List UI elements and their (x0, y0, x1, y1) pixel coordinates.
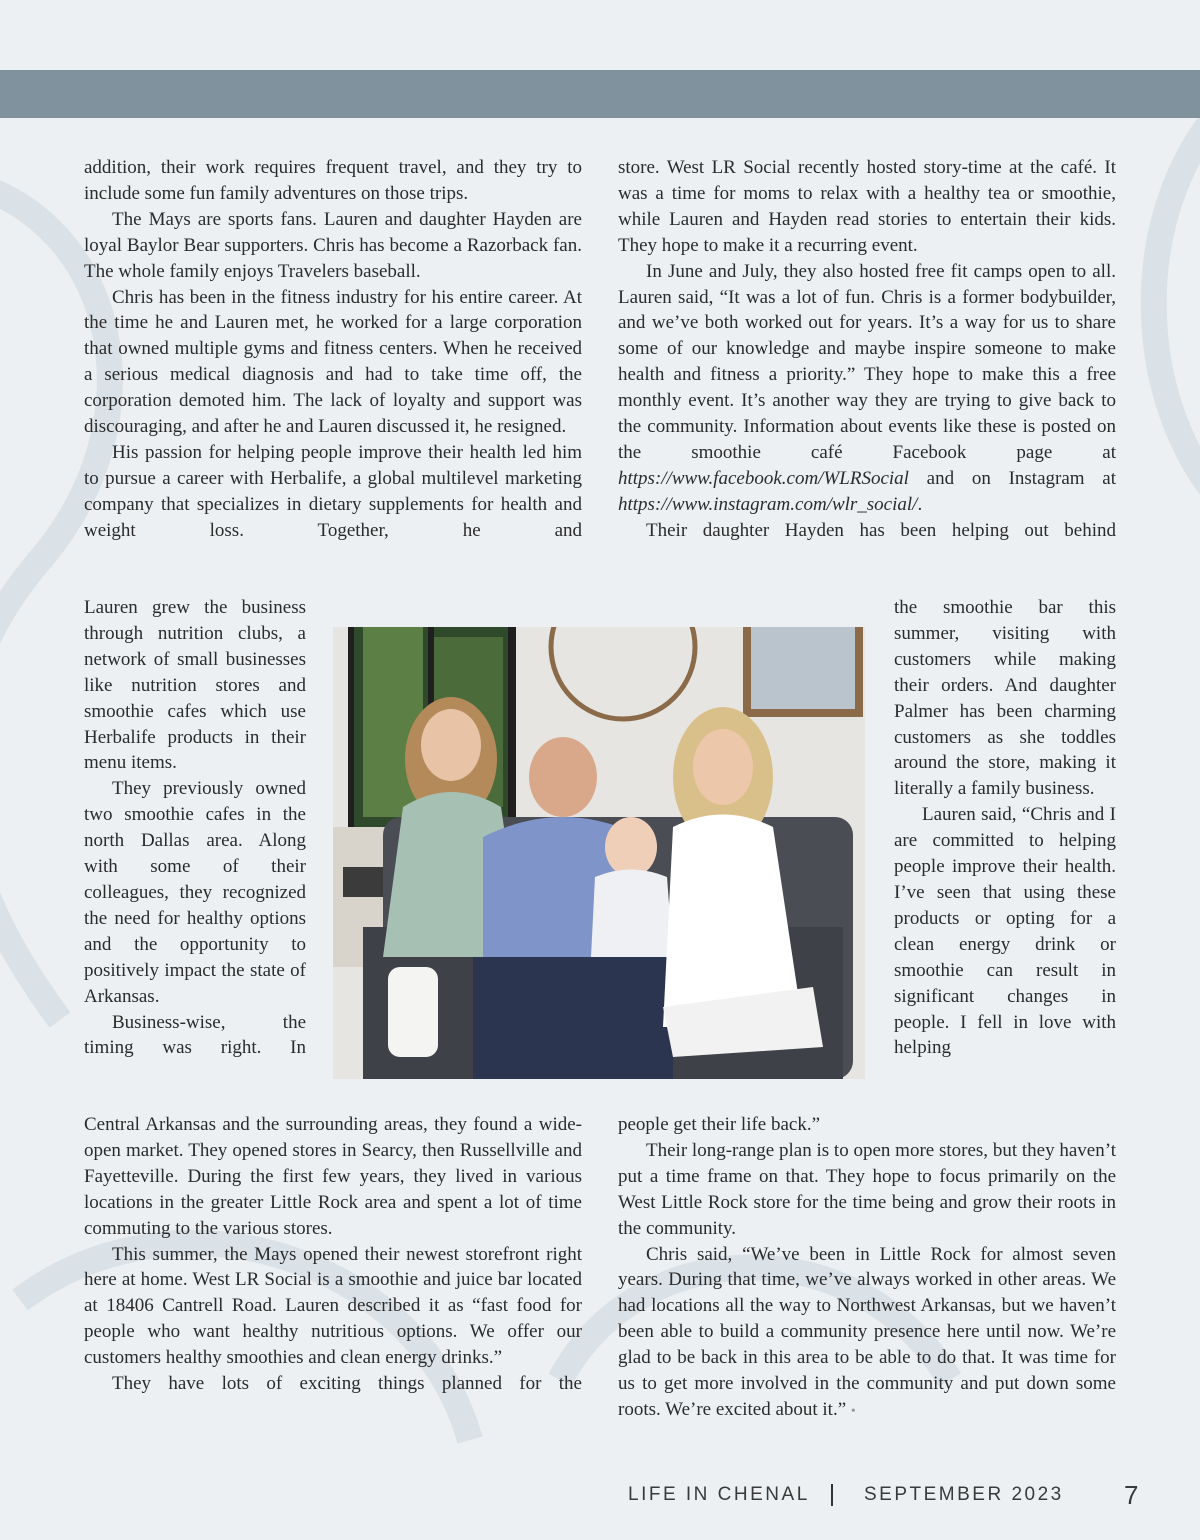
footer-issue-date: SEPTEMBER 2023 (864, 1484, 1064, 1505)
paragraph: addition, their work requires frequent travel, and they try to include some fun family adventures on those trips. (84, 157, 582, 204)
paragraph: Chris has been in the fitness industry for his entire career. At the time he and Lauren met, he worked for a large corporation that owned multiple gyms and fitness centers. When he received a serious medical diagnosis and had to take time off, the corporation demoted him. The lack of loyalty and support was discouraging, and after he and Lauren discussed it, he resigned. (84, 286, 582, 438)
link-end-punctuation: . (917, 493, 923, 515)
paragraph: Their long-range plan is to open more stores, but they haven’t put a time frame on that. They hope to focus primarily on the West Little Rock store for the time being and grow their roots in the community. (618, 1139, 1116, 1239)
link-connector-text: and on Instagram at (908, 467, 1116, 489)
paragraph: Central Arkansas and the surrounding areas, they found a wide-open market. They opened stores in Searcy, then Russellville and Fayetteville. During the first few years, they lived in various locations in the greater Little Rock area and spent a lot of time commuting to the various stores. (84, 1114, 582, 1239)
family-photo-illustration (333, 627, 865, 1079)
paragraph: people get their life back.” (618, 1114, 821, 1135)
paragraph: Their daughter Hayden has been helping out behind (646, 519, 1116, 541)
instagram-link[interactable]: https://www.instagram.com/wlr_social/ (618, 493, 918, 515)
footer-divider (831, 1484, 833, 1506)
paragraph (618, 1242, 1116, 1425)
article-column-left-top (84, 155, 582, 544)
paragraph: The Mays are sports fans. Lauren and daughter Hayden are loyal Baylor Bear supporters. Chris has become a Razorback fan. The whole family enjoys Travelers baseball. (84, 208, 582, 282)
article-end-mark: • (850, 1403, 856, 1419)
family-photo (333, 627, 865, 1079)
right-top-paragraphs (618, 155, 1116, 544)
paragraph-text: Chris said, “We’ve been in Little Rock for almost seven years. During that time, we’ve always worked in other areas. We had locations all the way to Northwest Arkansas, but we haven’t been able to build a community presence here until now. We’re glad to be back in this area to be able to do that. It was time for us to get more involved in the community and put down some roots. We’re excited about it.” (618, 1243, 1116, 1420)
header-band (0, 70, 1200, 118)
paragraph: His passion for helping people improve their health led him to pursue a career with Herbalife, a global multilevel marketing company that specializes in dietary supplements for health and weight loss. Together, he and (84, 441, 582, 541)
paragraph: store. West LR Social recently hosted story-time at the café. It was a time for moms to relax with a healthy tea or smoothie, while Lauren and Hayden read stories to entertain their kids. They hope to make it a recurring event. (618, 157, 1116, 256)
article-column-right-top (618, 155, 1116, 544)
paragraph (618, 259, 1116, 518)
page-footer (0, 1480, 1200, 1510)
paragraph: the smoothie bar this summer, visiting with customers while making their orders. And daughter Palmer has been charming customers as she toddles around the store, making it literally a family business. (894, 597, 1116, 800)
paragraph: This summer, the Mays opened their newest storefront right here at home. West LR Social is a smoothie and juice bar located at 18406 Cantrell Road. Lauren described it as “fast food for people who want healthy nutritious options. We offer our customers healthy smoothies and clean energy drinks.” (84, 1243, 582, 1369)
paragraph: Lauren grew the business through nutrition clubs, a network of small businesses like nutrition stores and smoothie cafes which use Herbalife products in their menu items. (84, 597, 306, 774)
page-number: 7 (1124, 1480, 1139, 1510)
paragraph: They have lots of exciting things planned for the (112, 1373, 582, 1395)
article-column-right-bottom (618, 1112, 1116, 1425)
article-column-left-bottom (84, 1112, 582, 1397)
paragraph: They previously owned two smoothie cafes in the north Dallas area. Along with some of their colleagues, they recognized the need for healthy options and the opportunity to positively impact the state of Arkansas. (84, 778, 306, 1007)
article-column-right-wrap (894, 595, 1116, 1061)
facebook-link[interactable]: https://www.facebook.com/WLRSocial (618, 467, 909, 489)
paragraph: Business-wise, the timing was right. In (84, 1011, 306, 1059)
paragraph-text: In June and July, they also hosted free fit camps open to all. Lauren said, “It was a lot of fun. Chris is a former bodybuilder, and we’ve both worked out for years. It’s a way for us to share some of our knowledge and maybe inspire someone to make health and fitness a priority.” They hope to make this a free monthly event. It’s another way they are trying to give back to the community. Information about events like these is posted on the smoothie café Facebook page at (618, 260, 1116, 463)
footer-magazine-name: LIFE IN CHENAL (628, 1484, 810, 1505)
article-column-left-wrap (84, 595, 306, 1061)
paragraph: Lauren said, “Chris and I are committed to helping people improve their health. I’ve seen that using these products or opting for a clean energy drink or smoothie can result in significant changes in people. I fell in love with helping (894, 804, 1116, 1059)
